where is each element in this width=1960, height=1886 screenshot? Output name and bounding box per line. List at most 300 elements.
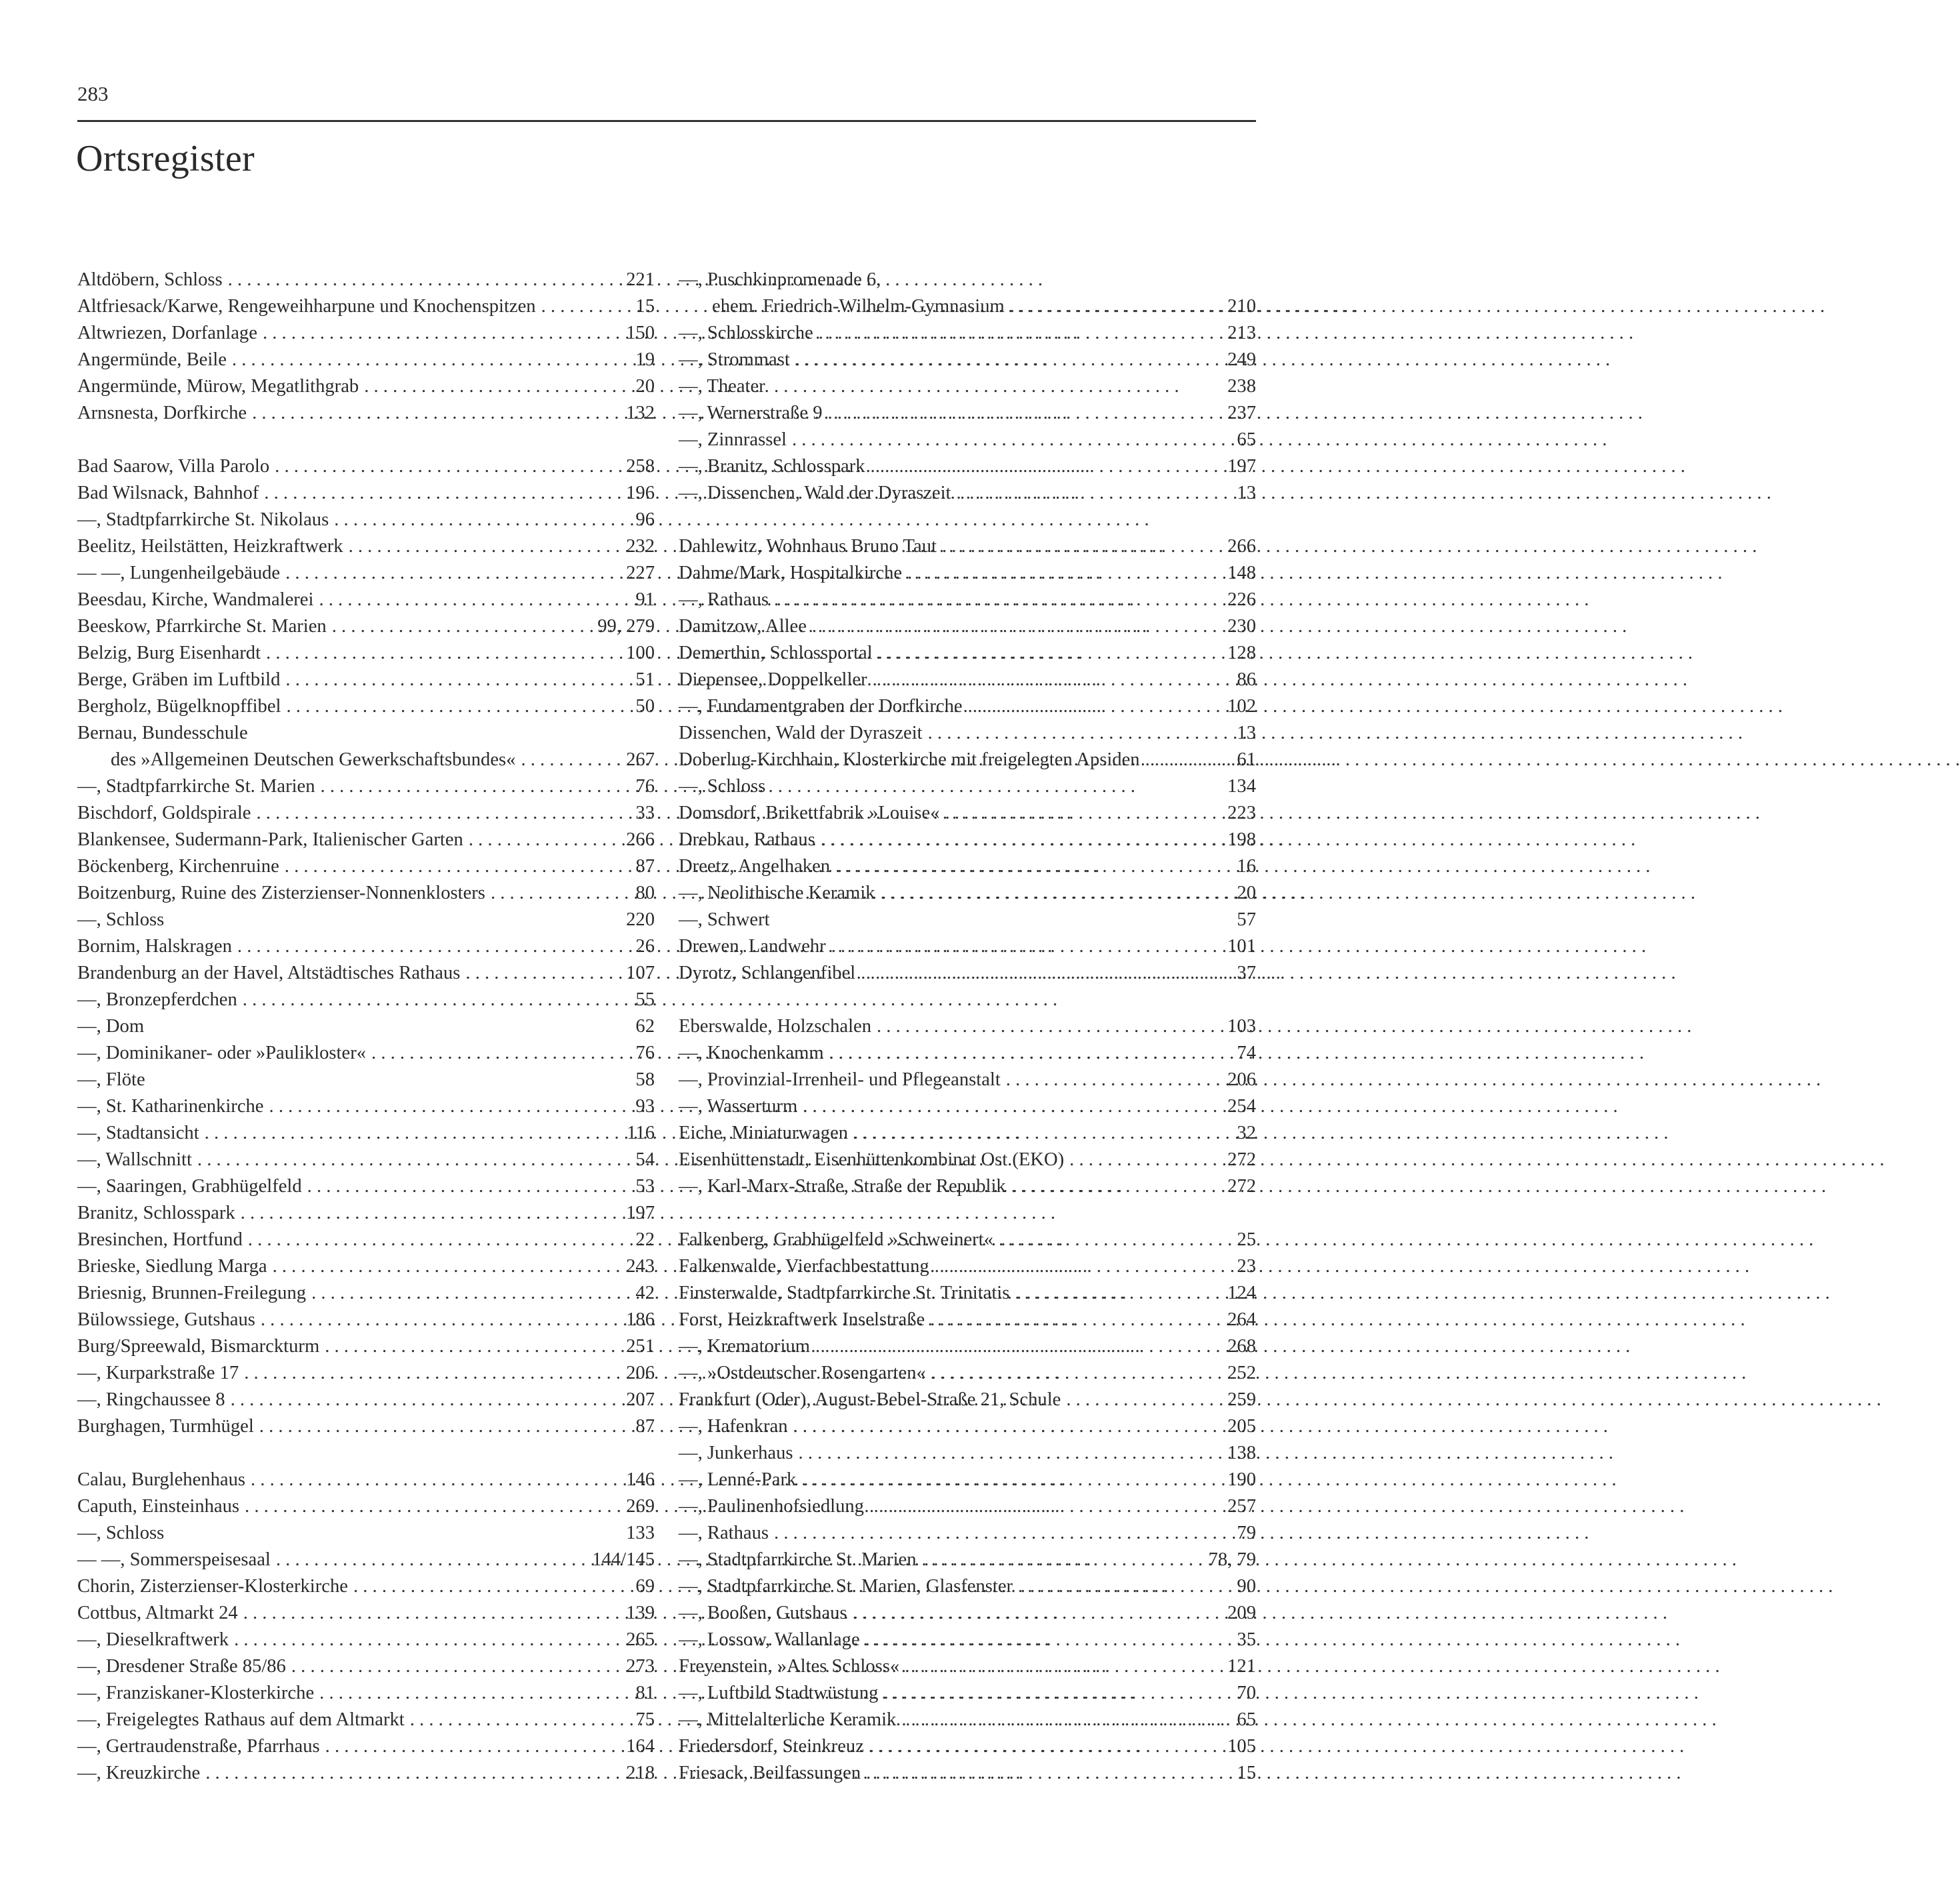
- entry-label: Brandenburg an der Havel, Altstädtisches Rathaus: [77, 963, 461, 983]
- entry-label: —, Puschkinpromenade 6,: [679, 269, 881, 290]
- entry-page: 79: [1237, 1523, 1256, 1543]
- entry-label: Forst, Heizkraftwerk Inselstraße: [679, 1309, 925, 1330]
- entry-label: —, Stadtpfarrkirche St. Marien: [77, 776, 315, 797]
- entry-label: —, Paulinenhofsiedlung: [679, 1496, 864, 1517]
- entry-page: 232: [626, 536, 655, 557]
- index-entry: [679, 907, 1256, 933]
- entry-label: Altdöbern, Schloss: [77, 269, 223, 290]
- leader-dots: [922, 1547, 1203, 1573]
- index-entry: [679, 1120, 1256, 1147]
- index-entry: [77, 613, 655, 640]
- entry-label: —, Stadtansicht: [77, 1123, 199, 1143]
- index-entry: [77, 1547, 655, 1573]
- index-entry: [679, 1493, 1256, 1520]
- entry-page: 243: [626, 1256, 655, 1277]
- leader-dots: [243, 1600, 621, 1627]
- entry-page: 213: [1227, 323, 1256, 343]
- leader-dots: [319, 1680, 630, 1707]
- entry-label: Bad Wilsnack, Bahnhof: [77, 483, 259, 503]
- leader-dots: [853, 1600, 1223, 1627]
- entry-label: —, »Ostdeutscher Rosengarten«: [679, 1363, 926, 1383]
- entry-page: 205: [1227, 1416, 1256, 1437]
- leader-dots: [999, 1227, 1231, 1253]
- leader-dots: [935, 1253, 1232, 1280]
- entry-label: —, Schlosskirche: [679, 323, 813, 343]
- index-entry: [679, 427, 1256, 453]
- leader-dots: [232, 347, 630, 373]
- entry-label: Diepensee, Doppelkeller: [679, 669, 867, 690]
- entry-page: 146: [626, 1469, 655, 1490]
- entry-page: 210: [1227, 296, 1256, 317]
- index-entry: [77, 1653, 655, 1680]
- leader-dots: [930, 1307, 1222, 1333]
- index-entry: [77, 827, 655, 853]
- leader-dots: [259, 1413, 631, 1440]
- index-entry: [77, 907, 655, 933]
- entry-page: 198: [1227, 829, 1256, 850]
- entry-label: Eisenhüttenstadt, Eisenhüttenkombinat Ost (EKO): [679, 1149, 1065, 1170]
- index-spacer: [77, 427, 655, 453]
- index-entry: [77, 987, 655, 1013]
- entry-page: 218: [626, 1763, 655, 1783]
- entry-label: —, Zinnrassel: [679, 429, 787, 450]
- entry-label: Berge, Gräben im Luftbild: [77, 669, 281, 690]
- leader-dots: [252, 400, 621, 427]
- leader-dots: [469, 827, 621, 853]
- entry-label: Belzig, Burg Eisenhardt: [77, 643, 261, 663]
- entry-page: 144/145: [592, 1549, 655, 1570]
- entry-label: Freyenstein, »Altes Schloss«: [679, 1656, 900, 1677]
- entry-label: —, Schloss: [77, 1523, 165, 1543]
- entry-label: Altwriezen, Dorfanlage: [77, 323, 257, 343]
- index-entry: [679, 773, 1256, 800]
- entry-label: Bornim, Halskragen: [77, 936, 232, 957]
- entry-page: 133: [626, 1523, 655, 1543]
- index-entry: [77, 533, 655, 560]
- entry-label: Dahlewitz, Wohnhaus Bruno Taut: [679, 536, 937, 557]
- entry-page: 206: [626, 1363, 655, 1383]
- leader-dots: [968, 693, 1223, 720]
- entry-page: 76: [635, 776, 655, 797]
- entry-label: Burg/Spreewald, Bismarckturm: [77, 1336, 320, 1357]
- index-entry: [77, 1707, 655, 1733]
- entry-label: Frankfurt (Oder), August-Bebel-Straße 21, Schule: [679, 1389, 1061, 1410]
- entry-label: —, Rathaus: [679, 1523, 769, 1543]
- entry-label: Cottbus, Altmarkt 24: [77, 1603, 238, 1623]
- entry-page: 223: [1227, 803, 1256, 823]
- index-spacer: [77, 1440, 655, 1467]
- entry-page: 254: [1227, 1096, 1256, 1117]
- leader-dots: [873, 667, 1232, 693]
- leader-dots: [1006, 1067, 1222, 1093]
- index-entry: [679, 1333, 1256, 1360]
- entry-page: 139: [626, 1603, 655, 1623]
- leader-dots: [793, 1413, 1223, 1440]
- leader-dots: [1069, 1147, 1222, 1173]
- leader-dots: [869, 1493, 1222, 1520]
- entry-label: Bernau, Bundesschule: [77, 723, 248, 743]
- index-entry: [679, 880, 1256, 907]
- leader-dots: [228, 267, 621, 293]
- index-entry: [77, 1733, 655, 1760]
- leader-dots: [815, 1333, 1222, 1360]
- entry-label: Drewen, Landwehr: [679, 936, 826, 957]
- index-entry: [679, 1013, 1256, 1040]
- index-entry: [77, 560, 655, 587]
- entry-page: 197: [626, 1203, 655, 1223]
- index-entry: [77, 960, 655, 987]
- index-entry: [679, 960, 1256, 987]
- entry-label: —, Wallschnitt: [77, 1149, 192, 1170]
- index-entry: [679, 1547, 1256, 1573]
- header-rule: [77, 120, 1256, 122]
- leader-dots: [244, 1360, 621, 1387]
- entry-page: 87: [635, 1416, 655, 1437]
- index-entry: [679, 1413, 1256, 1440]
- leader-dots: [956, 480, 1231, 507]
- entry-page: 226: [1227, 589, 1256, 610]
- leader-dots: [248, 1227, 631, 1253]
- entry-label: Burghagen, Turmhügel: [77, 1416, 254, 1437]
- index-entry: [679, 480, 1256, 507]
- entry-label: Angermünde, Mürow, Megatlithgrab: [77, 376, 359, 397]
- entry-page: 259: [1227, 1389, 1256, 1410]
- entry-page: 78, 79: [1208, 1549, 1256, 1570]
- entry-page: 61: [1237, 749, 1256, 770]
- index-entry: [679, 400, 1256, 427]
- entry-page: 102: [1227, 696, 1256, 717]
- entry-label: Arnsnesta, Dorfkirche: [77, 403, 247, 423]
- index-entry: [679, 1467, 1256, 1493]
- entry-page: 107: [626, 963, 655, 983]
- leader-dots: [285, 853, 631, 880]
- leader-dots: [273, 1253, 621, 1280]
- entry-label: — —, Lungenheilgebäude: [77, 563, 281, 583]
- page-title: Ortsregister: [76, 138, 255, 179]
- leader-dots: [205, 1120, 621, 1147]
- index-entry: [77, 1227, 655, 1253]
- leader-dots: [928, 720, 1232, 747]
- leader-dots: [353, 1573, 630, 1600]
- entry-page: 65: [1237, 429, 1256, 450]
- entry-page: 51: [635, 669, 655, 690]
- index-entry: [679, 1227, 1256, 1253]
- index-entry: [679, 1653, 1256, 1680]
- entry-page: 22: [635, 1229, 655, 1250]
- index-entry: [77, 1120, 655, 1147]
- entry-label: —, Theater: [679, 376, 765, 397]
- leader-dots: [877, 1013, 1222, 1040]
- entry-page: 53: [635, 1176, 655, 1197]
- entry-label: Friesack, Beilfassungen: [679, 1763, 861, 1783]
- entry-label: Chorin, Zisterzienser-Klosterkirche: [77, 1576, 348, 1597]
- entry-page: 134: [1227, 776, 1256, 797]
- leader-dots: [311, 1280, 630, 1307]
- page-number: 283: [77, 82, 109, 105]
- entry-label: —, Krematorium: [679, 1336, 810, 1357]
- leader-dots: [349, 533, 621, 560]
- index-entry: [77, 1307, 655, 1333]
- entry-page: 220: [626, 909, 655, 930]
- index-entry: [77, 1360, 655, 1387]
- entry-page: 101: [1227, 936, 1256, 957]
- entry-label: —, Franziskaner-Klosterkirche: [77, 1683, 315, 1703]
- leader-dots: [821, 827, 1222, 853]
- leader-dots: [865, 1627, 1232, 1653]
- leader-dots: [325, 1733, 621, 1760]
- entry-page: 42: [635, 1283, 655, 1303]
- leader-dots: [266, 640, 621, 667]
- entry-page: 258: [626, 456, 655, 477]
- leader-dots: [285, 667, 630, 693]
- leader-dots: [205, 1760, 621, 1787]
- index-entry: [679, 1040, 1256, 1067]
- index-entry: [77, 1493, 655, 1520]
- index-entry: [679, 827, 1256, 853]
- entry-page: 237: [1227, 403, 1256, 423]
- leader-dots: [829, 1040, 1232, 1067]
- entry-page: 221: [626, 269, 655, 290]
- leader-dots: [828, 400, 1223, 427]
- entry-page: 25: [1237, 1229, 1256, 1250]
- entry-label: —, Neolithische Keramik: [679, 883, 875, 903]
- index-column-left: [77, 267, 655, 1787]
- leader-dots: [251, 1467, 621, 1493]
- entry-label: Dissenchen, Wald der Dyraszeit: [679, 723, 923, 743]
- entry-page: 266: [626, 829, 655, 850]
- leader-dots: [853, 1120, 1231, 1147]
- entry-label: Calau, Burglehenhaus: [77, 1469, 245, 1490]
- entry-label: Branitz, Schlosspark: [77, 1203, 235, 1223]
- entry-label: —, Provinzial-Irrenheil- und Pflegeanstalt: [679, 1069, 1001, 1090]
- entry-page: 197: [1227, 456, 1256, 477]
- leader-dots: [256, 800, 630, 827]
- index-entry: [77, 347, 655, 373]
- entry-label: Falkenwalde, Vierfachbestattung: [679, 1256, 929, 1277]
- index-entry: [679, 1573, 1256, 1600]
- entry-label: Domsdorf, Brikettfabrik »Louise«: [679, 803, 940, 823]
- entry-page: 257: [1227, 1496, 1256, 1517]
- entry-page: 128: [1227, 643, 1256, 663]
- leader-dots: [861, 960, 1231, 987]
- index-entry: [679, 587, 1256, 613]
- leader-dots: [541, 293, 631, 320]
- entry-page: 265: [626, 1629, 655, 1650]
- entry-label: —, Dominikaner- oder »Paulikloster«: [77, 1043, 367, 1063]
- leader-dots: [307, 1173, 631, 1200]
- leader-dots: [269, 1093, 631, 1120]
- entry-page: 186: [626, 1309, 655, 1330]
- index-entry: [679, 1760, 1256, 1787]
- entry-label: —, Junkerhaus: [679, 1443, 793, 1463]
- entry-page: 20: [1237, 883, 1256, 903]
- index-entry: [679, 933, 1256, 960]
- entry-label: —, Strommast: [679, 349, 790, 370]
- entry-label: Bergholz, Bügelknopffibel: [77, 696, 281, 717]
- entry-label: —, Dieselkraftwerk: [77, 1629, 229, 1650]
- entry-label: des »Allgemeinen Deutschen Gewerkschaftsbundes«: [111, 749, 516, 770]
- entry-label: Eberswalde, Holzschalen: [679, 1016, 871, 1037]
- entry-page: 164: [626, 1736, 655, 1757]
- leader-dots: [237, 933, 631, 960]
- entry-label: Dahme/Mark, Hospitalkirche: [679, 563, 903, 583]
- entry-page: 96: [635, 509, 655, 530]
- index-entry: [77, 1253, 655, 1280]
- index-entry: [679, 453, 1256, 480]
- leader-dots: [371, 1040, 630, 1067]
- index-entry: [679, 267, 1256, 293]
- entry-label: Demerthin, Schlossportal: [679, 643, 873, 663]
- entry-page: 124: [1227, 1283, 1256, 1303]
- index-entry: [679, 1733, 1256, 1760]
- index-entry: [77, 1760, 655, 1787]
- leader-dots: [774, 1520, 1231, 1547]
- entry-label: Dyrotz, Schlangenfibel: [679, 963, 856, 983]
- index-entry: [679, 667, 1256, 693]
- index-entry: [679, 320, 1256, 347]
- index-entry: [679, 1707, 1256, 1733]
- leader-dots: [261, 1307, 621, 1333]
- index-entry: [77, 587, 655, 613]
- entry-page: 19: [635, 349, 655, 370]
- entry-label: —, Dissenchen, Wald der Dyraszeit: [679, 483, 951, 503]
- entry-label: —, Knochenkamm: [679, 1043, 824, 1063]
- index-entry: [77, 1680, 655, 1707]
- entry-page: 138: [1227, 1443, 1256, 1463]
- entry-page: 132: [626, 403, 655, 423]
- leader-dots: [276, 1547, 587, 1573]
- leader-dots: [942, 533, 1222, 560]
- index-entry: [77, 267, 655, 293]
- index-entry: [679, 693, 1256, 720]
- entry-label: Böckenberg, Kirchenruine: [77, 856, 279, 877]
- leader-dots: [869, 1733, 1222, 1760]
- leader-dots: [1010, 293, 1222, 320]
- entry-label: Bischdorf, Goldspirale: [77, 803, 251, 823]
- entry-page: 13: [1237, 723, 1256, 743]
- entry-label: —, Mittelalterliche Keramik: [679, 1709, 897, 1730]
- index-entry: [77, 667, 655, 693]
- index-entry: [77, 1467, 655, 1493]
- entry-page: 91: [635, 589, 655, 610]
- index-entry: [77, 1200, 655, 1227]
- leader-dots: [1066, 1387, 1222, 1413]
- index-entry: [77, 453, 655, 480]
- entry-page: 65: [1237, 1709, 1256, 1730]
- entry-page: 69: [635, 1576, 655, 1597]
- entry-page: 33: [635, 803, 655, 823]
- leader-dots: [799, 1440, 1223, 1467]
- index-entry: [679, 1280, 1256, 1307]
- index-entry: [77, 1280, 655, 1307]
- index-entry: [77, 1147, 655, 1173]
- entry-label: —, Fundamentgraben der Dorfkirche: [679, 696, 963, 717]
- entry-label: Dreetz, Angelhaken: [679, 856, 831, 877]
- index-entry: [679, 1440, 1256, 1467]
- index-entry: [679, 747, 1256, 773]
- leader-dots: [364, 373, 630, 400]
- entry-label: Bülowssiege, Gutshaus: [77, 1309, 255, 1330]
- leader-dots: [521, 747, 621, 773]
- entry-page: 100: [626, 643, 655, 663]
- entry-label: —, Schloss: [77, 909, 165, 930]
- index-entry: [77, 1520, 655, 1547]
- entry-page: 252: [1227, 1363, 1256, 1383]
- leader-dots: [883, 1680, 1231, 1707]
- index-entry: [77, 720, 655, 747]
- index-entry: [77, 320, 655, 347]
- index-entry: [679, 373, 1256, 400]
- entry-label: —, Stadtpfarrkirche St. Marien, Glasfenster: [679, 1576, 1013, 1597]
- entry-label: —, Hafenkran: [679, 1416, 788, 1437]
- entry-label: Bresinchen, Hortfund: [77, 1229, 243, 1250]
- index-entry: [77, 1333, 655, 1360]
- entry-label: —, Karl-Marx-Straße, Straße der Republik: [679, 1176, 1006, 1197]
- entry-page: 86: [1237, 669, 1256, 690]
- entry-page: 206: [1227, 1069, 1256, 1090]
- entry-label: —, Schwert: [679, 909, 770, 930]
- entry-label: —, Luftbild Stadtwüstung: [679, 1683, 879, 1703]
- entry-label: —, St. Katharinenkirche: [77, 1096, 264, 1117]
- index-entry: [77, 480, 655, 507]
- leader-dots: [245, 1493, 621, 1520]
- leader-dots: [321, 773, 631, 800]
- entry-label: —, Gertraudenstraße, Pfarrhaus: [77, 1736, 320, 1757]
- entry-label: —, Stadtpfarrkirche St. Nikolaus: [77, 509, 329, 530]
- entry-label: Altfriesack/Karwe, Rengeweihharpune und Knochenspitzen: [77, 296, 536, 317]
- leader-dots: [1011, 1173, 1222, 1200]
- index-entry: [77, 1040, 655, 1067]
- index-entry: [679, 1173, 1256, 1200]
- entry-label: —, Dom: [77, 1016, 145, 1037]
- leader-dots: [905, 1653, 1222, 1680]
- entry-label: Boitzenburg, Ruine des Zisterzienser-Nonnenklosters: [77, 883, 485, 903]
- index-entry: [77, 880, 655, 907]
- entry-label: Damitzow, Allee: [679, 616, 807, 637]
- leader-dots: [325, 1333, 621, 1360]
- leader-dots: [275, 453, 621, 480]
- index-entry: [679, 1067, 1256, 1093]
- index-entry: [679, 560, 1256, 587]
- leader-dots: [285, 560, 621, 587]
- entry-label: —, Branitz, Schlosspark: [679, 456, 865, 477]
- entry-page: 267: [626, 749, 655, 770]
- index-entry: [679, 1360, 1256, 1387]
- index-entry: [679, 800, 1256, 827]
- entry-label: —, Wernerstraße 9: [679, 403, 823, 423]
- entry-label: — —, Sommerspeisesaal: [77, 1549, 271, 1570]
- entry-page: 272: [1227, 1176, 1256, 1197]
- entry-label: —, Kreuzkirche: [77, 1763, 201, 1783]
- leader-dots: [286, 693, 630, 720]
- entry-page: 227: [626, 563, 655, 583]
- entry-page: 80: [635, 883, 655, 903]
- index-entry: [679, 1680, 1256, 1707]
- entry-label: Friedersdorf, Steinkreuz: [679, 1736, 864, 1757]
- entry-label: Caputh, Einsteinhaus: [77, 1496, 240, 1517]
- leader-dots: [319, 587, 630, 613]
- leader-dots: [264, 480, 621, 507]
- entry-label: —, Rathaus: [679, 589, 769, 610]
- entry-page: 26: [635, 936, 655, 957]
- entry-page: 230: [1227, 616, 1256, 637]
- index-entry: [77, 1067, 655, 1093]
- entry-page: 116: [627, 1123, 655, 1143]
- entry-page: 273: [626, 1656, 655, 1677]
- entry-label: ehem. Friedrich-Wilhelm-Gymnasium: [712, 296, 1005, 317]
- entry-label: —, Ringchaussee 8: [77, 1389, 225, 1410]
- leader-dots: [812, 613, 1222, 640]
